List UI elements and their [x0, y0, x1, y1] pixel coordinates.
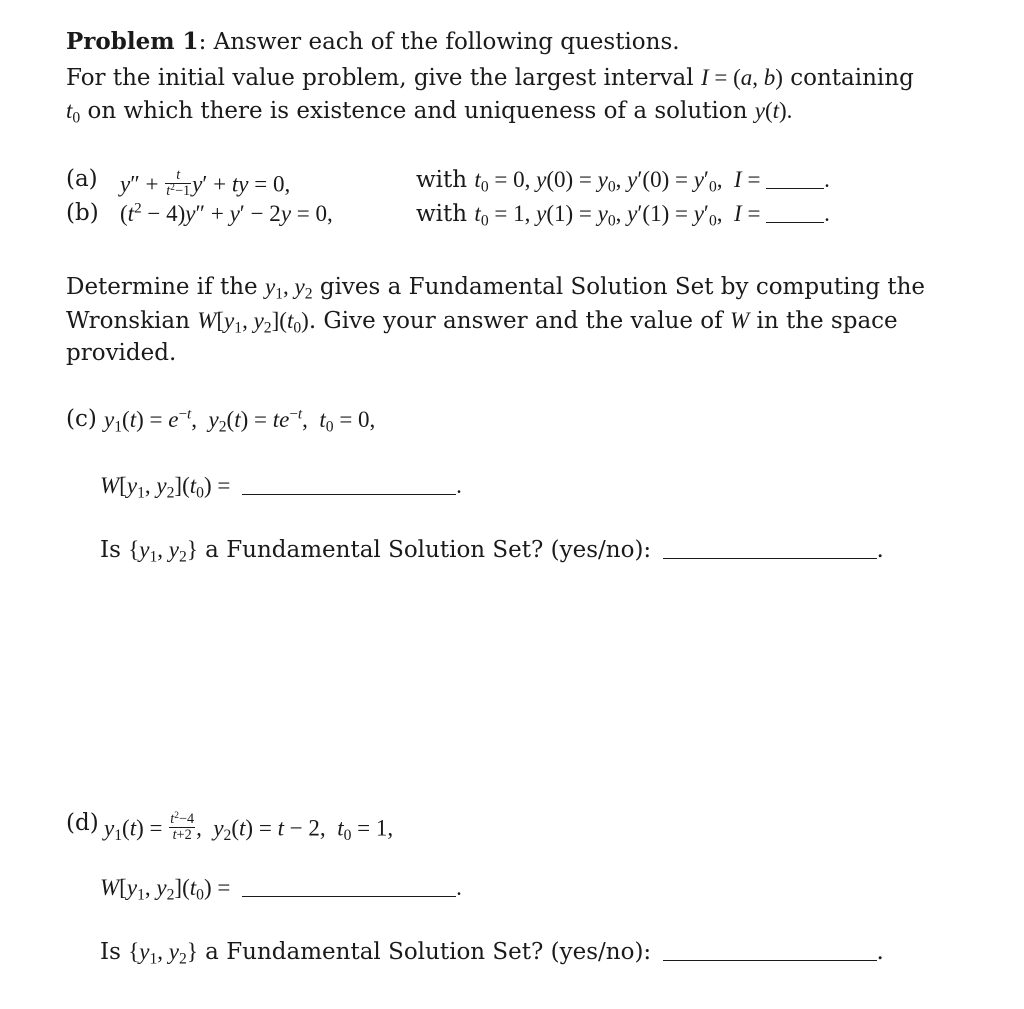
part-d-label: (d)	[66, 810, 99, 836]
part-a-conditions: with $t_0 = 0$, $y(0) = y_0$, $y'(0) = y'_0$, I = .	[416, 167, 830, 196]
part-d-fraction: $\frac{t^2-4}{t+2}$	[170, 810, 195, 843]
part-d-wronskian-blank[interactable]	[242, 895, 456, 897]
part-b-with: with	[416, 201, 468, 227]
part-b-equation: $(t^2 - 4)y'' + y' - 2y = 0$,	[120, 199, 333, 226]
wronskian-line-2-rendered: Wronskian $W[y_1$, $y_2](t_0)$. Give your answer and the value of W in the space	[66, 308, 898, 337]
part-c-fss-question: Is {$y_1$, $y_2$} a Fundamental Solution Set? (yes/no): .	[100, 537, 884, 566]
part-d-set: {$y_1$, $y_2$}	[128, 939, 198, 968]
t0-symbol: $t_0$	[66, 98, 81, 127]
intro-text-2: on which there is existence and uniqueness of a solution	[87, 98, 748, 124]
problem-instruction: : Answer each of the following questions.	[198, 29, 680, 55]
part-a-fraction: $\frac{t}{t^2-1}$	[166, 167, 191, 199]
part-d-question-text: a Fundamental Solution Set? (yes/no):	[205, 939, 652, 965]
part-b-label: (b)	[66, 200, 99, 226]
intro-line-2	[66, 98, 793, 127]
part-c-set: {$y_1$, $y_2$}	[128, 537, 198, 566]
solution-symbol: y(t).	[754, 98, 793, 123]
part-a-equation: y″ + $\frac{t}{t^2-1}$ y′ + ty = 0,	[120, 167, 291, 199]
part-d-fss-question: Is {$y_1$, $y_2$} a Fundamental Solution Set? (yes/no): .	[100, 939, 884, 968]
part-d-wronskian: $W[y_1$, $y_2](t_0)$ = .	[100, 875, 462, 904]
problem-heading	[66, 30, 680, 54]
part-c-is: Is	[100, 537, 121, 563]
part-c-wronskian-blank[interactable]	[242, 493, 456, 495]
part-d-is: Is	[100, 939, 121, 965]
intro-text-1: For the initial value problem, give the largest interval	[66, 65, 694, 91]
intro-text-1-end: containing	[790, 65, 914, 91]
part-b-conditions: with $t_0 = 1$, $y(1) = y_0$, $y'(1) = y'_0$, I = .	[416, 201, 830, 230]
part-d-yesno-blank[interactable]	[663, 959, 877, 961]
interval-definition: I = (a, b)	[700, 65, 783, 90]
part-a-with: with	[416, 167, 468, 193]
part-b-answer-blank[interactable]	[766, 221, 824, 223]
part-a-answer-blank[interactable]	[766, 187, 824, 189]
problem-title: Problem 1	[66, 28, 199, 55]
part-c-yesno-blank[interactable]	[663, 557, 877, 559]
part-c-label: (c)	[66, 406, 97, 432]
part-c-question-text: a Fundamental Solution Set? (yes/no):	[205, 537, 652, 563]
wronskian-line-1-rendered: Determine if the $y_1$, $y_2$ gives a Fundamental Solution Set by computing the	[66, 274, 926, 303]
intro-line-1	[66, 66, 914, 90]
part-c-functions: $y_1(t) = e^{-t}$, $y_2(t) = te^{-t}$, $t_0 = 0$,	[104, 405, 376, 436]
wronskian-line-3: provided.	[66, 340, 177, 366]
part-a-label: (a)	[66, 166, 98, 192]
part-c-wronskian: $W[y_1$, $y_2](t_0)$ = .	[100, 473, 462, 502]
part-d-functions: $y_1(t)$ = $\frac{t^2-4}{t+2}$ , $y_2(t) = t - 2$, $t_0 = 1$,	[104, 810, 394, 844]
